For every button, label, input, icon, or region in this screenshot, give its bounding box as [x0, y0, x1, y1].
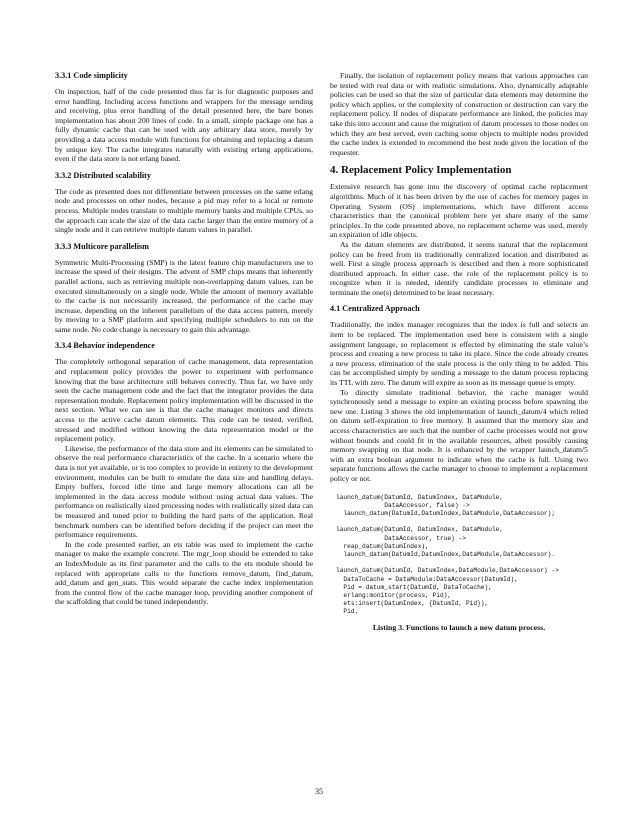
code-listing: launch_datum(DatumId, DatumIndex, DataModule, DataAccessor, false) -> launch_datum(DatumId,DatumIndex,DataModule,DataAccessor); launch_datum(DatumId, DatumIndex, DataModule, DataAccessor, true) -> reap_datum(DatumIndex), launch_datum(DatumId,DatumIndex,DataModule,DataAccessor). launch_datum(DatumId, DatumIndex,DataModule,DataAccessor) -> DataToCache = DataModule:DataAccessor(DatumId), Pid = datum_start(DatumId, DataToCache), erlang:monitor(process, Pid), ets:insert(DatumIndex, {DatumId, Pid}), Pid. [336, 493, 559, 616]
section-4-1 [330, 304, 588, 483]
section-3-3-3 [55, 242, 313, 335]
paragraph: On inspection, half of the code presented thus far is for diagnostic purposes and error handling. Including access functions and wrappers for the message sending and receiving, plus error handling of the detail presented here, the bare bones implementation has about 200 lines of code. In a small, simple package one has a fully dynamic cache that can be used with any arbitrary data store, merely by providing a data access module with functions for obtaining and replacing a datum by unique key. The cache integrates naturally with existing erlang applications, even if the data store is not erlang based. [55, 87, 313, 164]
paragraph: Finally, the isolation of replacement policy means that various approaches can be tested with real data or with realistic simulations. Also, dynamically adaptable policies can be used so that the size of particular data elements may determine the policy which applies, or the complexity of construction or destruction can vary the replacement policy. If nodes of disparate performance are linked, the policies may take this into account and cause the migration of datum processes to those nodes on which they are best served, even caching some objects to multiple nodes provided the cache index is extended to recommend the best node given the location of the requester. [330, 71, 588, 157]
page-number: 35 [315, 787, 323, 796]
paragraph: In the code presented earlier, an ets table was used to implement the cache manager to make the example concrete. The mgr_loop should be extended to take an IndexModule as its first parameter and the calls to the ets module should be replaced with appropriate calls to the functions remove_datum, find_datum, add_datum and gen_stats. This would separate the cache index implementation from the control flow of the cache manager loop, providing another component of the scaffolding that could be tuned independently. [55, 539, 313, 607]
section-3-3-1 [55, 71, 313, 164]
paragraph: As the datum elements are distributed, it seems natural that the replacement policy can be freed from its traditionally centralized location and distributed as well. First a single process approach is described and then a more sophisticated distributed approach. In either case, the role of the replacement policy is to recognize when it is needed, identify candidate processes to eliminate and terminate the one(s) determined to be least necessary. [330, 239, 588, 297]
section-heading: 4. Replacement Policy Implementation [330, 164, 512, 177]
paragraph: The code as presented does not differentiate between processes on the same erlang node and processes on other nodes, because a pid may refer to a local or remote process. Multiple nodes translate to multiple memory banks and multiple CPUs, so the approach can scale the size of the data cache larger than the entire memory of a single node and it can retrieve multiple datum values in parallel. [55, 186, 313, 235]
section-3-3-4 [55, 341, 313, 606]
right-column [330, 71, 588, 632]
section-heading: 3.3.4 Behavior independence [55, 341, 155, 351]
listing-caption: Listing 3. Functions to launch a new datum process. [372, 622, 546, 632]
section-3-3-2 [55, 171, 313, 235]
paragraph: To directly simulate traditional behavior, the cache manager would synchronously send a message to expire an existing process before spawning the new one. Listing 3 shows the old implementation of launch_datum/4 which relied on datum self-expiration to free memory. It assumed that the memory size and access characteristics are such that the number of cache processes would not grow without bounds and could fit in the available resources, albeit possibly causing memory swapping on that node. It is enhanced by the wrapper launch_datum/5 with an extra boolean argument to indicate when the cache is full. Using two separate functions allows the cache manager to choose to implement a replacement policy or not. [330, 387, 588, 483]
section-heading: 3.3.2 Distributed scalability [55, 170, 151, 180]
section-heading: 3.3.1 Code simplicity [55, 71, 128, 80]
paragraph: The completely orthogonal separation of cache management, data representation and replacement policy provides the power to experiment with performance knowing that the base architecture still behaves correctly. Thus far, we have only seen the cache management code and the fact that the integrator provides the data representation module. Replacement policy implementation will be discussed in the next section. What we can see is that the cache manager monitors and directs access to the active cache datum elements. This code can be tested, verified, stressed and modified without knowing the data representation model or the replacement policy. [55, 357, 313, 444]
section-heading: 3.3.3 Multicore parallelism [55, 241, 149, 251]
paragraph: Extensive research has gone into the discovery of optimal cache replacement algorithms. Much of it has been driven by the use of caches for memory pages in Operating System (OS) implementations, which have different access characteristics than the canonical problem here yet share many of the same principles. In the code presented above, no replacement scheme was used, merely an expiration of idle objects. [330, 182, 588, 240]
paragraph: Likewise, the performance of the data store and its elements can be simulated to observe the real performance characteristics of the cache. In a scenario where the data is not yet available, or is too complex to provide in entirety to the development environment, modules can be built to emulate the data size and handling delays. Empty buffers, forced idle time and large memory allocations can all be implemented in the data access module without using actual data values. The performance on realistically sized processing nodes with realistically sized data can be measured and tuned prior to building the hard parts of the application. Real benchmark numbers can be identified before deciding if the project can meet the performance requirements. [55, 443, 313, 540]
section-heading: 4.1 Centralized Approach [330, 304, 420, 314]
paragraph: Symmetric Multi-Processing (SMP) is the latest feature chip manufacturers use to increase the speed of their designs. The advent of SMP chips means that inherently parallel actions, such as retrieving multiple non-overlapping datum values, can be executed simultaneously on a single node. While the amount of memory available to the cache is not necessarily increased, the performance of the cache may increase, depending on the inherent parallelism of the data access pattern, merely by moving to a SMP platform and specifying multiple schedulers to run on the same node. No code change is necessary to gain this advantage. [55, 257, 313, 334]
paragraph: Traditionally, the index manager recognizes that the index is full and selects an item to be replaced. The implementation used here is consistent with a single assignment language, so replacement is effected by eliminating the stale value’s process and creating a new process to take its place. Since the code already creates a new process, elimination of the stale process is the only thing to be added. This can be accomplished simply by sending a message to the datum process replacing its TTL with zero. The datum will expire as soon as its message queue is empty. [330, 320, 588, 388]
section-4 [330, 164, 588, 297]
left-column [55, 71, 313, 614]
